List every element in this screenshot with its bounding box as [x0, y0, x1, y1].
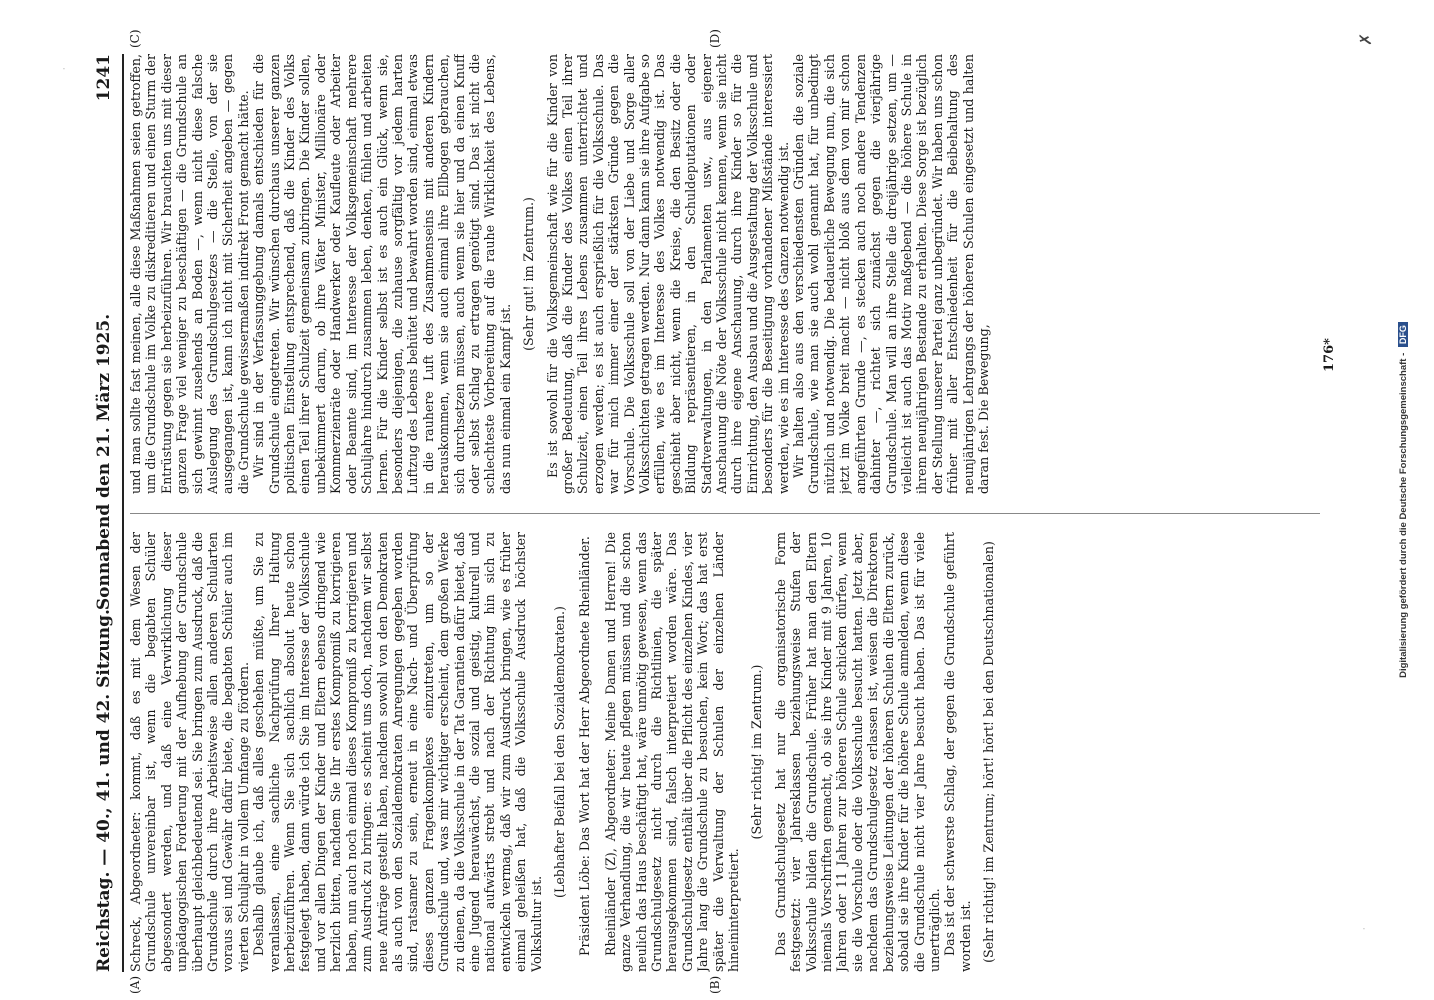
applause-note: (Lebhafter Beifall bei den Sozialdemokraten.): [551, 606, 567, 898]
newspaper-page: [88, 29, 1375, 994]
paragraph: Deshalb glaube ich, daß alles geschehen müßte, um Sie zu veranlassen, eine sachliche Nachprüfung Ihrer Haltung herbeizuführen. Wenn Sie sich sachlich absolut heute schon festgelegt haben, dann würde ich Sie im Interesse der Volksschule und vor allen Dingen der Kinder und Eltern ebenso dringend wie herzlich bitten, nachdem Sie Ihr erstes Kompromiß zu korrigieren haben, nun auch noch einmal dieses Kompromiß zu korrigieren und zum Ausdruck zu bringen: es scheint uns doch, nachdem wir selbst neue Anträge gestellt haben, nachdem sowohl von den Demokraten als auch von den Sozialdemokraten Anregungen gegeben worden sind, ratsamer zu sein, erneut in eine Nach- und Überprüfung dieses ganzen Fragenkomplexes einzutreten, um so der Grundschule und, was mir wichtiger erscheint, dem großen Werke zu dienen, da die Volksschule in der Tat Garantien dafür bietet, daß eine Jugend herauwächst, die sozial und geistig, kulturell und national aufwärts strebt und nach der Richtung hin sich zu entwickeln vermag, daß wir zum Ausdruck bringen, wie es früher einmal geheißen hat, daß die Volksschule Ausdruck höchster Volkskultur ist.: [251, 532, 544, 972]
applause-note: (Sehr richtig! im Zentrum.): [749, 664, 765, 840]
credit-text: Digitalisierung gefördert durch die Deutsche Forschungsgemeinschaft -: [1398, 352, 1409, 678]
pen-mark-icon: ✗: [1356, 32, 1375, 46]
page-number: 1241: [94, 54, 114, 102]
digitization-credit: [1398, 12, 1409, 988]
column-divider: [130, 513, 1320, 514]
paragraph: Schreck, Abgeordneter: kommt, daß es mit dem Wesen der Grundschule unvereinbar ist, wenn die begabten Schüler abgesondert werden, und daß eine Verwirklichung dieser unpädagogischen Forderung mit der Aufhebung der Grundschule überhaupt gleichbedeutend sei. Sie bringen zum Ausdruck, daß die Grundschule durch ihre Arbeitsweise allen anderen Schularten voraus sei und Gewähr dafür biete, die begabten Schüler auch im vierten Schuljahr in vollem Umfange zu fördern.: [128, 532, 251, 972]
dfg-logo: DFG: [1398, 322, 1408, 347]
header-session: Reichstag. — 40., 41. und 42. Sitzung.: [94, 609, 114, 972]
paragraph: und man sollte fast meinen, alle diese Maßnahmen seien getroffen, um die Grundschule im Volke zu diskreditieren und einen Sturm der Entrüstung gegen sie herbeizuführen. Wir brauchten uns mit dieser ganzen Frage viel weniger zu beschäftigen — die Grundschule an sich gewinnt zusehends an Boden —, wenn nicht diese falsche Auslegung des Grundschulgesetzes — die Stelle, von der sie ausgegangen ist, kann ich nicht mit Sicherheit angeben — gegen die Grundschule gewissermaßen indirekt Front gemacht hätte.: [128, 54, 251, 494]
page-header: [88, 54, 124, 972]
paragraph: Das Grundschulgesetz hat nur die organisatorische Form festgesetzt: vier Jahresklassen beziehungsweise Stufen der Volksschule bilden die Grundschule. Früher hat man den Eltern niemals Vorschriften gemacht, ob sie ihre Kinder mit 9 Jahren, 10 Jahren oder 11 Jahren zur höheren Schule schicken dürfen, wenn sie die Vorschule oder die Volksschule besucht hatten. Jetzt aber, nachdem das Grundschulgesetz erlassen ist, weisen die Direktoren beziehungsweise Leitungen der höheren Schulen die Eltern zurück, sobald sie ihre Kinder für die höhere Schule anmelden, wenn diese die Grundschule nicht vier Jahre besucht haben. Das ist für viele unerträglich.: [772, 532, 942, 972]
right-column: [128, 54, 1308, 494]
scan-speck: ·: [1360, 927, 1369, 930]
left-column: [128, 532, 1308, 972]
margin-marker-b: (B): [708, 975, 722, 994]
applause-note: (Sehr gut! im Zentrum.): [521, 197, 537, 351]
paragraph: Es ist sowohl für die Volksgemeinschaft wie für die Kinder von großer Bedeutung, daß die Kinder des Volkes einen Teil ihrer Schulzeit, einen Teil ihres Lebens zusammen unterrichtet und erzogen werden; es ist auch ersprießlich für die Volksschule. Das war für mich immer einer der stärksten Gründe gegen die Vorschule. Die Volksschule soll von der Liebe und Sorge aller Volksschichten getragen werden. Nur dann kann sie ihre Aufgabe so erfüllen, wie es im Interesse des Volkes notwendig ist. Das geschieht aber nicht, wenn die Kreise, die den Besitz oder die Bildung repräsentieren, in den Schuldeputationen oder Stadtverwaltungen, in den Parlamenten usw., aus eigener Anschauung die Nöte der Volksschule nicht kennen, wenn sie nicht durch ihre eigene Anschauung, durch ihre Kinder so für die Einrichtung, den Ausbau und die Ausgestaltung der Volksschule und besonders für die Beseitigung vorhandener Mißstände interessiert werden, wie es im Interesse des Ganzen notwendig ist.: [544, 54, 791, 494]
paragraph: Rheinländer (Z), Abgeordneter: Meine Damen und Herren! Die ganze Verhandlung, die wir heute pflegen müssen und die schon neulich das Haus beschäftigt hat, wäre unnötig gewesen, wenn das Grundschulgesetz nicht durch die Richtlinien, die später herausgekommen sind, falsch interpretiert worden wäre. Das Grundschulgesetz enthält über die Pflicht des einzelnen Kindes, vier Jahre lang die Grundschule zu besuchen, kein Wort; das hat erst später die Verwaltung der Schulen der einzelnen Länder hineininterpretiert.: [602, 532, 742, 972]
signature-mark: 176*: [1322, 338, 1337, 372]
header-rule: [122, 54, 124, 972]
applause-note: (Sehr richtig! im Zentrum; hört! hört! bei den Deutschnationalen): [981, 541, 997, 963]
scan-speck: ·: [60, 67, 69, 70]
paragraph: Wir halten also aus den verschiedensten Gründen die soziale Grundschule, wie man sie auch wohl genannt hat, für unbedingt nützlich und notwendig. Die bedauerliche Bewegung nun, die sich jetzt im Volke breit macht — nicht bloß aus dem von mir schon angeführten Grunde —, es stecken auch noch andere Tendenzen dahinter —, richtet sich zunächst gegen die vierjährige Grundschule. Man will an ihre Stelle die dreijährige setzen, um — vielleicht ist auch das Motiv maßgebend — die höhere Schule in ihrem neunjährigen Bestande zu erhalten. Diese Sorge ist bezüglich der Stellung unserer Partei ganz unbegründet. Wir haben uns schon früher mit aller Entschiedenheit für die Beibehaltung des neunjährigen Lehrgangs der höheren Schulen eingesetzt und halten daran fest. Die Bewegung,: [791, 54, 991, 494]
margin-marker-a: (A): [128, 975, 142, 994]
speaker-intro: Präsident Löbe: Das Wort hat der Herr Abgeordnete Rheinländer.: [577, 536, 593, 956]
paragraph: Wir sind in der Verfassunggebung damals entschieden für die Grundschule eingetreten. Wir wünschen durchaus unserer ganzen politischen Einstellung entsprechend, daß die Kinder des Volks einen Teil ihrer Schulzeit gemeinsam zubringen. Die Kinder sollen, unbekümmert darum, ob ihre Väter Minister, Millionäre oder Kommerzienräte oder Handwerker oder Kaufleute oder Arbeiter oder Beamte sind, im Interesse der Volksgemeinschaft mehrere Schuljahre hindurch zusammen leben, denken, fühlen und arbeiten lernen. Für die Kinder selbst ist es auch ein Glück, wenn sie, besonders diejenigen, die zuhause sorgfältig vor jedem harten Luftzug des Lebens behütet und bewahrt worden sind, einmal etwas in die rauhere Luft des Zusammenseins mit anderen Kindern herauskommen, wenn sie auch einmal ihre Ellbogen gebrauchen, sich durchsetzen müssen, auch wenn sie hier und da einen Knuff oder selbst Schlag zu ertragen genötigt sind. Das ist nicht die schlechteste Vorbereitung auf die rauhe Wirklichkeit des Lebens, das nun einmal ein Kampf ist.: [251, 54, 513, 494]
margin-marker-c: (C): [128, 29, 142, 48]
header-date: Sonnabend den 21. März 1925.: [94, 313, 114, 611]
paragraph: Das ist der schwerste Schlag, der gegen die Grundschule geführt worden ist.: [942, 532, 973, 972]
margin-marker-d: (D): [708, 29, 722, 48]
